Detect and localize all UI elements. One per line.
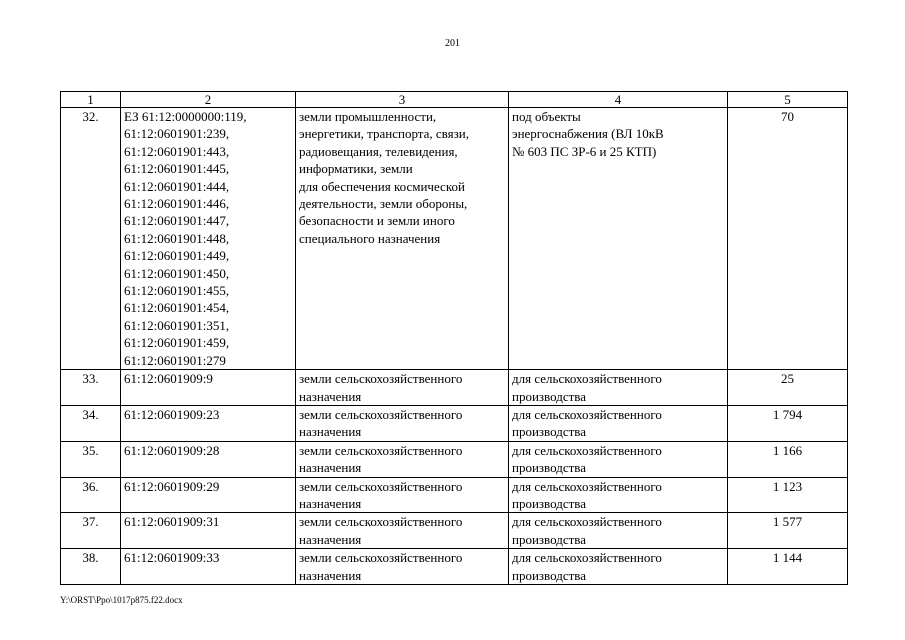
area-value: 25 [728,370,848,406]
cadastral-numbers: 61:12:0601909:29 [121,477,296,513]
area-value: 70 [728,108,848,370]
land-category: земли сельскохозяйственного назначения [296,370,509,406]
column-header: 3 [296,92,509,108]
permitted-use: для сельскохозяйственного производства [509,513,728,549]
table-row [61,441,848,477]
land-category: земли сельскохозяйственного назначения [296,513,509,549]
land-category: земли сельскохозяйственного назначения [296,405,509,441]
cadastral-numbers: 61:12:0601909:28 [121,441,296,477]
row-number: 35. [61,441,121,477]
column-header: 1 [61,92,121,108]
land-category: земли промышленности, энергетики, транспорта, связи, радиовещания, телевидения, информатики, земли для обеспечения космической деятельности, земли обороны, безопасности и земли иного специального назначения [296,108,509,370]
land-plots-table [60,91,848,585]
document-file-path: Y:\ORST\Ppo\1017p875.f22.docx [60,595,183,605]
row-number: 36. [61,477,121,513]
land-category: земли сельскохозяйственного назначения [296,477,509,513]
table-row [61,477,848,513]
table-row [61,405,848,441]
column-header: 4 [509,92,728,108]
permitted-use: под объекты энергоснабжения (ВЛ 10кВ № 603 ПС ЗР-6 и 25 КТП) [509,108,728,370]
table-row [61,370,848,406]
cadastral-numbers: 61:12:0601909:31 [121,513,296,549]
cadastral-numbers: 61:12:0601909:33 [121,549,296,585]
table-row [61,513,848,549]
area-value: 1 144 [728,549,848,585]
table-row [61,108,848,370]
row-number: 33. [61,370,121,406]
area-value: 1 577 [728,513,848,549]
row-number: 38. [61,549,121,585]
column-header: 5 [728,92,848,108]
table-row [61,549,848,585]
row-number: 37. [61,513,121,549]
area-value: 1 794 [728,405,848,441]
permitted-use: для сельскохозяйственного производства [509,405,728,441]
cadastral-numbers: 61:12:0601909:9 [121,370,296,406]
permitted-use: для сельскохозяйственного производства [509,477,728,513]
cadastral-numbers: ЕЗ 61:12:0000000:119, 61:12:0601901:239, 61:12:0601901:443, 61:12:0601901:445, 61:12:0601901:444, 61:12:0601901:446, 61:12:0601901:447, 61:12:0601901:448, 61:12:0601901:449, 61:12:0601901:450, 61:12:0601901:455, 61:12:0601901:454, 61:12:0601901:351, 61:12:0601901:459, 61:12:0601901:279 [121,108,296,370]
table-header-row [61,92,848,108]
permitted-use: для сельскохозяйственного производства [509,441,728,477]
permitted-use: для сельскохозяйственного производства [509,370,728,406]
row-number: 34. [61,405,121,441]
page-number: 201 [445,38,460,49]
row-number: 32. [61,108,121,370]
land-category: земли сельскохозяйственного назначения [296,441,509,477]
land-category: земли сельскохозяйственного назначения [296,549,509,585]
area-value: 1 123 [728,477,848,513]
area-value: 1 166 [728,441,848,477]
cadastral-numbers: 61:12:0601909:23 [121,405,296,441]
column-header: 2 [121,92,296,108]
permitted-use: для сельскохозяйственного производства [509,549,728,585]
